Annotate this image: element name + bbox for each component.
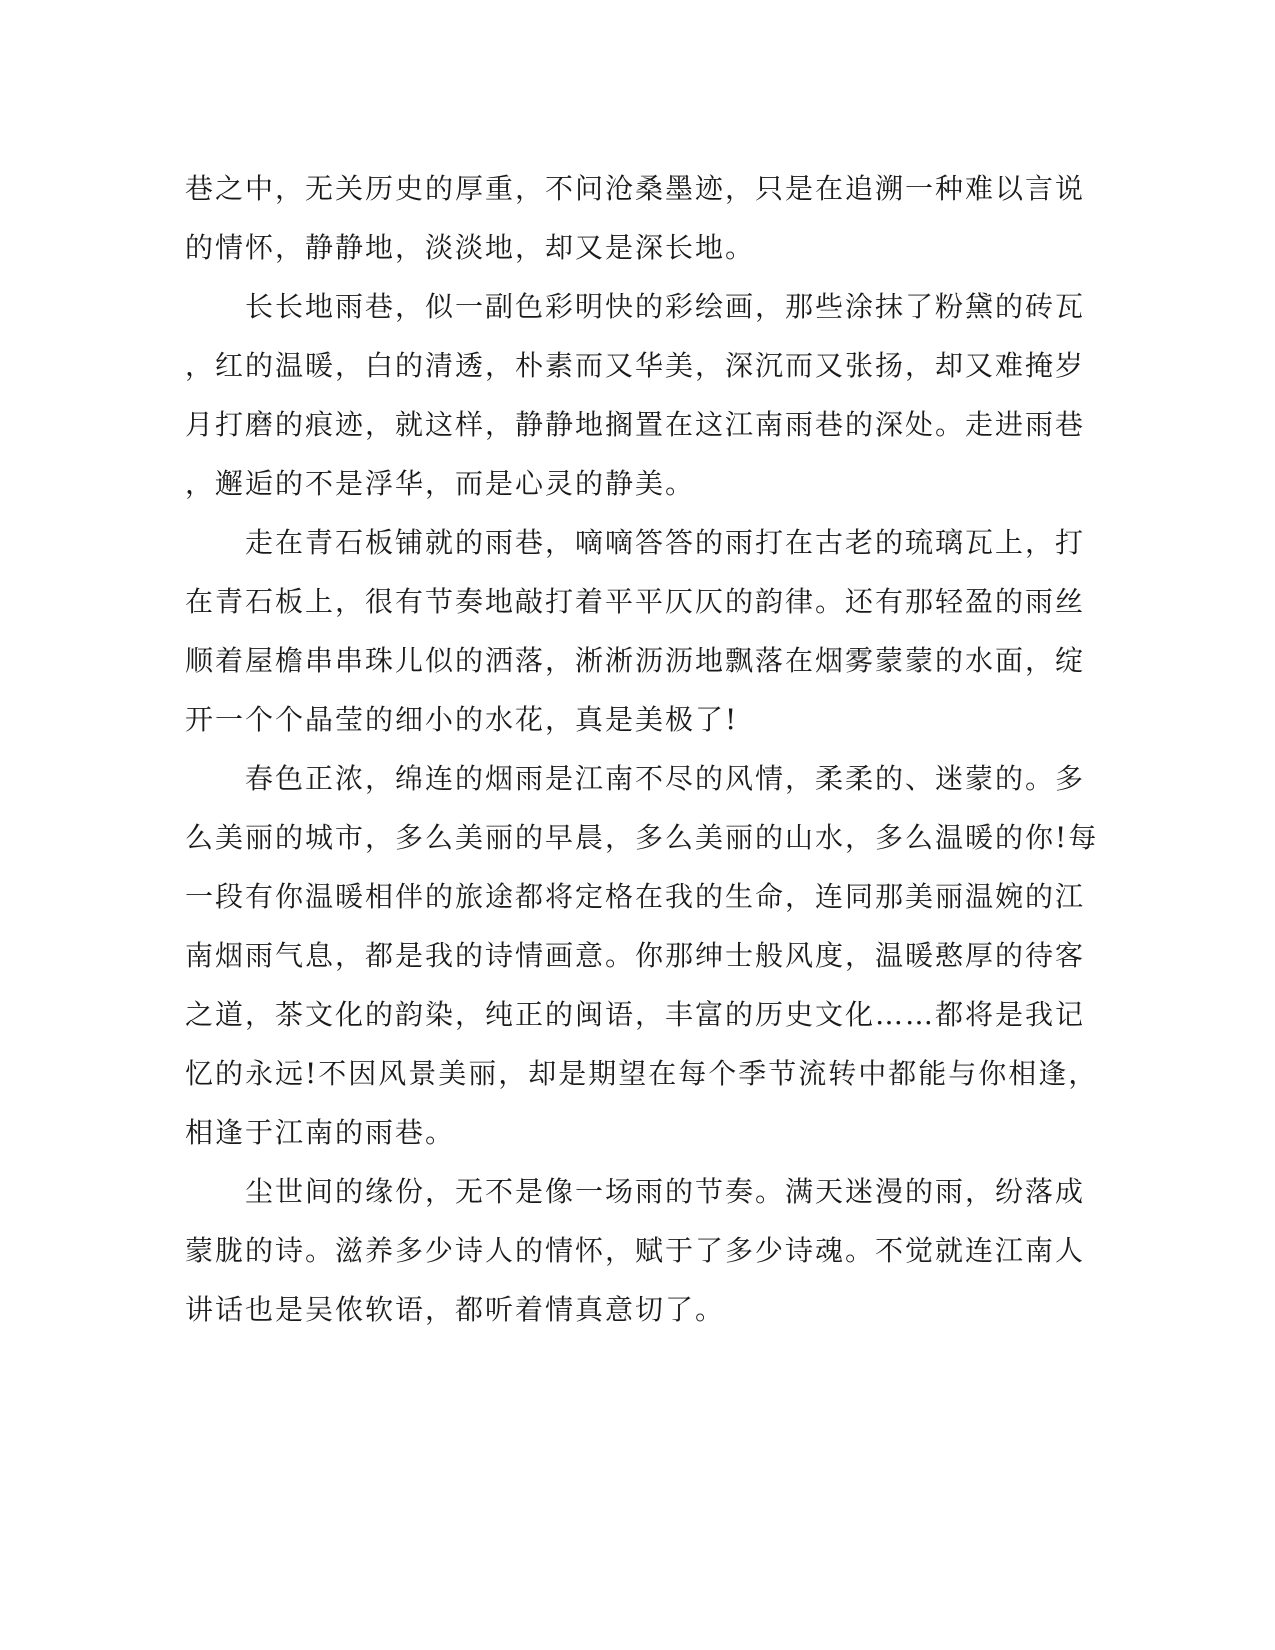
text-line: 在青石板上，很有节奏地敲打着平平仄仄的韵律。还有那轻盈的雨丝 [185, 585, 1086, 618]
text-line: 的情怀，静静地，淡淡地，却又是深长地。 [185, 231, 756, 264]
text-line: 讲话也是吴侬软语，都听着情真意切了。 [185, 1293, 726, 1326]
text-line: 月打磨的痕迹，就这样，静静地搁置在这江南雨巷的深处。走进雨巷 [185, 408, 1086, 441]
text-line: 之道，茶文化的韵染，纯正的闽语，丰富的历史文化……都将是我记 [185, 998, 1086, 1031]
text-line: ，邂逅的不是浮华，而是心灵的静美。 [185, 467, 696, 500]
text-line: 顺着屋檐串串珠儿似的洒落，淅淅沥沥地飘落在烟雾蒙蒙的水面，绽 [185, 644, 1086, 677]
text-line: 春色正浓，绵连的烟雨是江南不尽的风情，柔柔的、迷蒙的。多 [185, 762, 1086, 795]
text-line: 开一个个晶莹的细小的水花，真是美极了! [185, 703, 739, 736]
text-line: 忆的永远!不因风景美丽，却是期望在每个季节流转中都能与你相逢， [185, 1057, 1099, 1090]
text-line: 蒙胧的诗。滋养多少诗人的情怀，赋于了多少诗魂。不觉就连江南人 [185, 1234, 1086, 1267]
text-line: ，红的温暖，白的清透，朴素而又华美，深沉而又张扬，却又难掩岁 [185, 349, 1086, 382]
text-line: 么美丽的城市，多么美丽的早晨，多么美丽的山水，多么温暖的你!每 [185, 821, 1099, 854]
text-line: 巷之中，无关历史的厚重，不问沧桑墨迹，只是在追溯一种难以言说 [185, 172, 1086, 205]
text-line: 尘世间的缘份，无不是像一场雨的节奏。满天迷漫的雨，纷落成 [185, 1175, 1086, 1208]
body-text [185, 159, 1099, 1339]
text-line: 南烟雨气息，都是我的诗情画意。你那绅士般风度，温暖憨厚的待客 [185, 939, 1086, 972]
text-line: 相逢于江南的雨巷。 [185, 1116, 456, 1149]
text-line: 走在青石板铺就的雨巷，嘀嘀答答的雨打在古老的琉璃瓦上，打 [185, 526, 1086, 559]
text-line: 长长地雨巷，似一副色彩明快的彩绘画，那些涂抹了粉黛的砖瓦 [185, 290, 1086, 323]
text-line: 一段有你温暖相伴的旅途都将定格在我的生命，连同那美丽温婉的江 [185, 880, 1086, 913]
